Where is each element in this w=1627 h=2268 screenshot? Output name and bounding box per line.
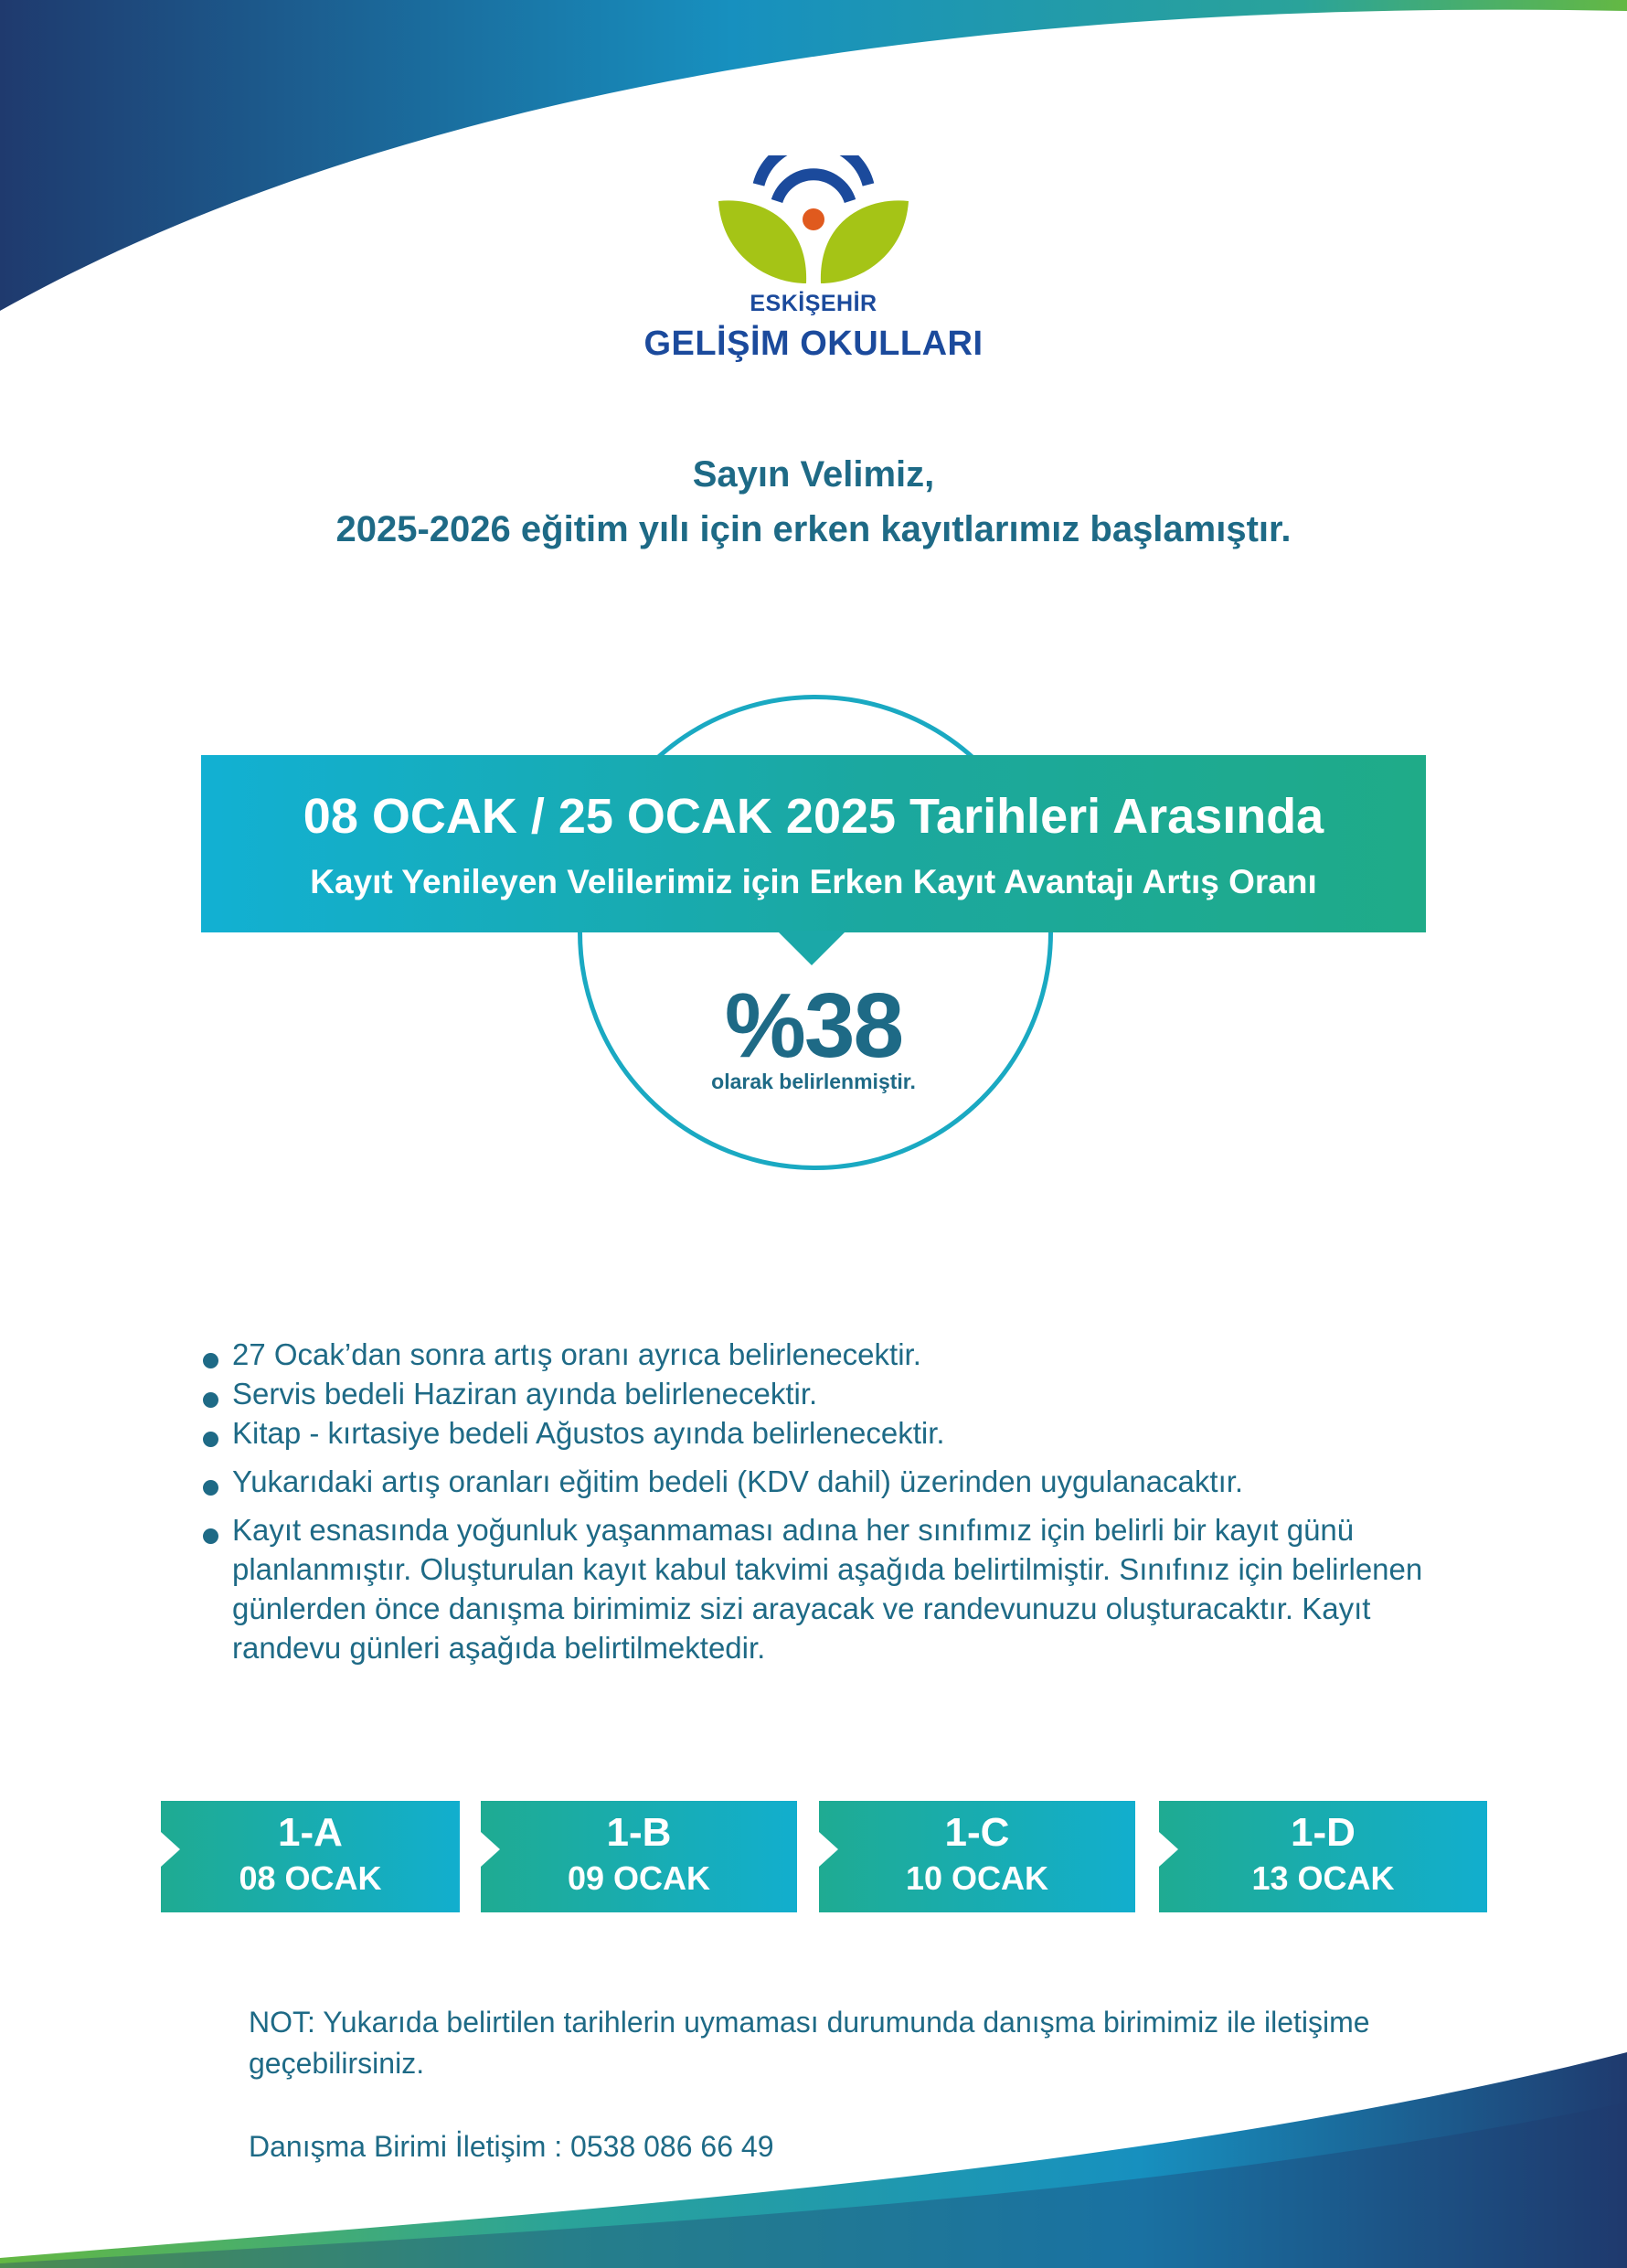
banner-title: 08 OCAK / 25 OCAK 2025 Tarihleri Arasında (303, 789, 1324, 844)
schedule-card-1b (481, 1801, 797, 1912)
class-date: 08 OCAK (239, 1859, 382, 1897)
list-item: Kayıt esnasında yoğunluk yaşanmaması adına her sınıfımız için belirli bir kayıt günü planlanmıştır. Oluşturulan kayıt kabul takvimi aşağıda belirtilmiştir. Sınıfınız için belirlenen günlerden önce danışma birimimiz sizi arayacak ve randevunuzu oluşturacaktır. Kayıt randevu günleri aşağıda belirtilmektedir. (199, 1510, 1442, 1667)
logo-city: ESKİŞEHİR (750, 291, 877, 316)
note-text: NOT: Yukarıda belirtilen tarihlerin uymaması durumunda danışma birimimiz ile iletişime geçebilirsiniz. (249, 2006, 1370, 2080)
logo-icon (631, 155, 996, 293)
class-date: 13 OCAK (1251, 1859, 1395, 1897)
rate-value: %38 (724, 974, 903, 1077)
class-label: 1-C (944, 1810, 1010, 1855)
class-date: 10 OCAK (905, 1859, 1049, 1897)
rate-note: olarak belirlenmiştir. (711, 1070, 916, 1093)
class-label: 1-B (606, 1810, 672, 1855)
class-label: 1-A (278, 1810, 343, 1855)
schedule-row (0, 1801, 1627, 1912)
contact-text: Danışma Birimi İletişim : 0538 086 66 49 (249, 2130, 774, 2163)
date-banner (201, 755, 1426, 932)
banner-pointer (777, 931, 846, 965)
logo-name: GELİŞİM OKULLARI (643, 325, 984, 363)
banner-subtitle: Kayıt Yenileyen Velilerimiz için Erken Kayıt Avantajı Artış Oranı (310, 863, 1317, 900)
greeting-line-2: 2025-2026 eğitim yılı için erken kayıtlarımız başlamıştır. (335, 509, 1292, 549)
list-item: 27 Ocak’dan sonra artış oranı ayrıca belirlenecektir. (199, 1335, 1442, 1374)
school-logo (631, 155, 996, 375)
list-item: Kitap - kırtasiye bedeli Ağustos ayında belirlenecektir. (199, 1413, 1442, 1453)
schedule-card-1c (819, 1801, 1135, 1912)
schedule-card-1a (161, 1801, 460, 1912)
greeting-line-1: Sayın Velimiz, (692, 454, 935, 495)
info-list (199, 1335, 1442, 1667)
list-item: Yukarıdaki artış oranları eğitim bedeli (KDV dahil) üzerinden uygulanacaktır. (199, 1462, 1442, 1501)
class-label: 1-D (1291, 1810, 1356, 1855)
class-date: 09 OCAK (567, 1859, 711, 1897)
list-item: Servis bedeli Haziran ayında belirlenecektir. (199, 1374, 1442, 1413)
schedule-card-1d (1159, 1801, 1487, 1912)
